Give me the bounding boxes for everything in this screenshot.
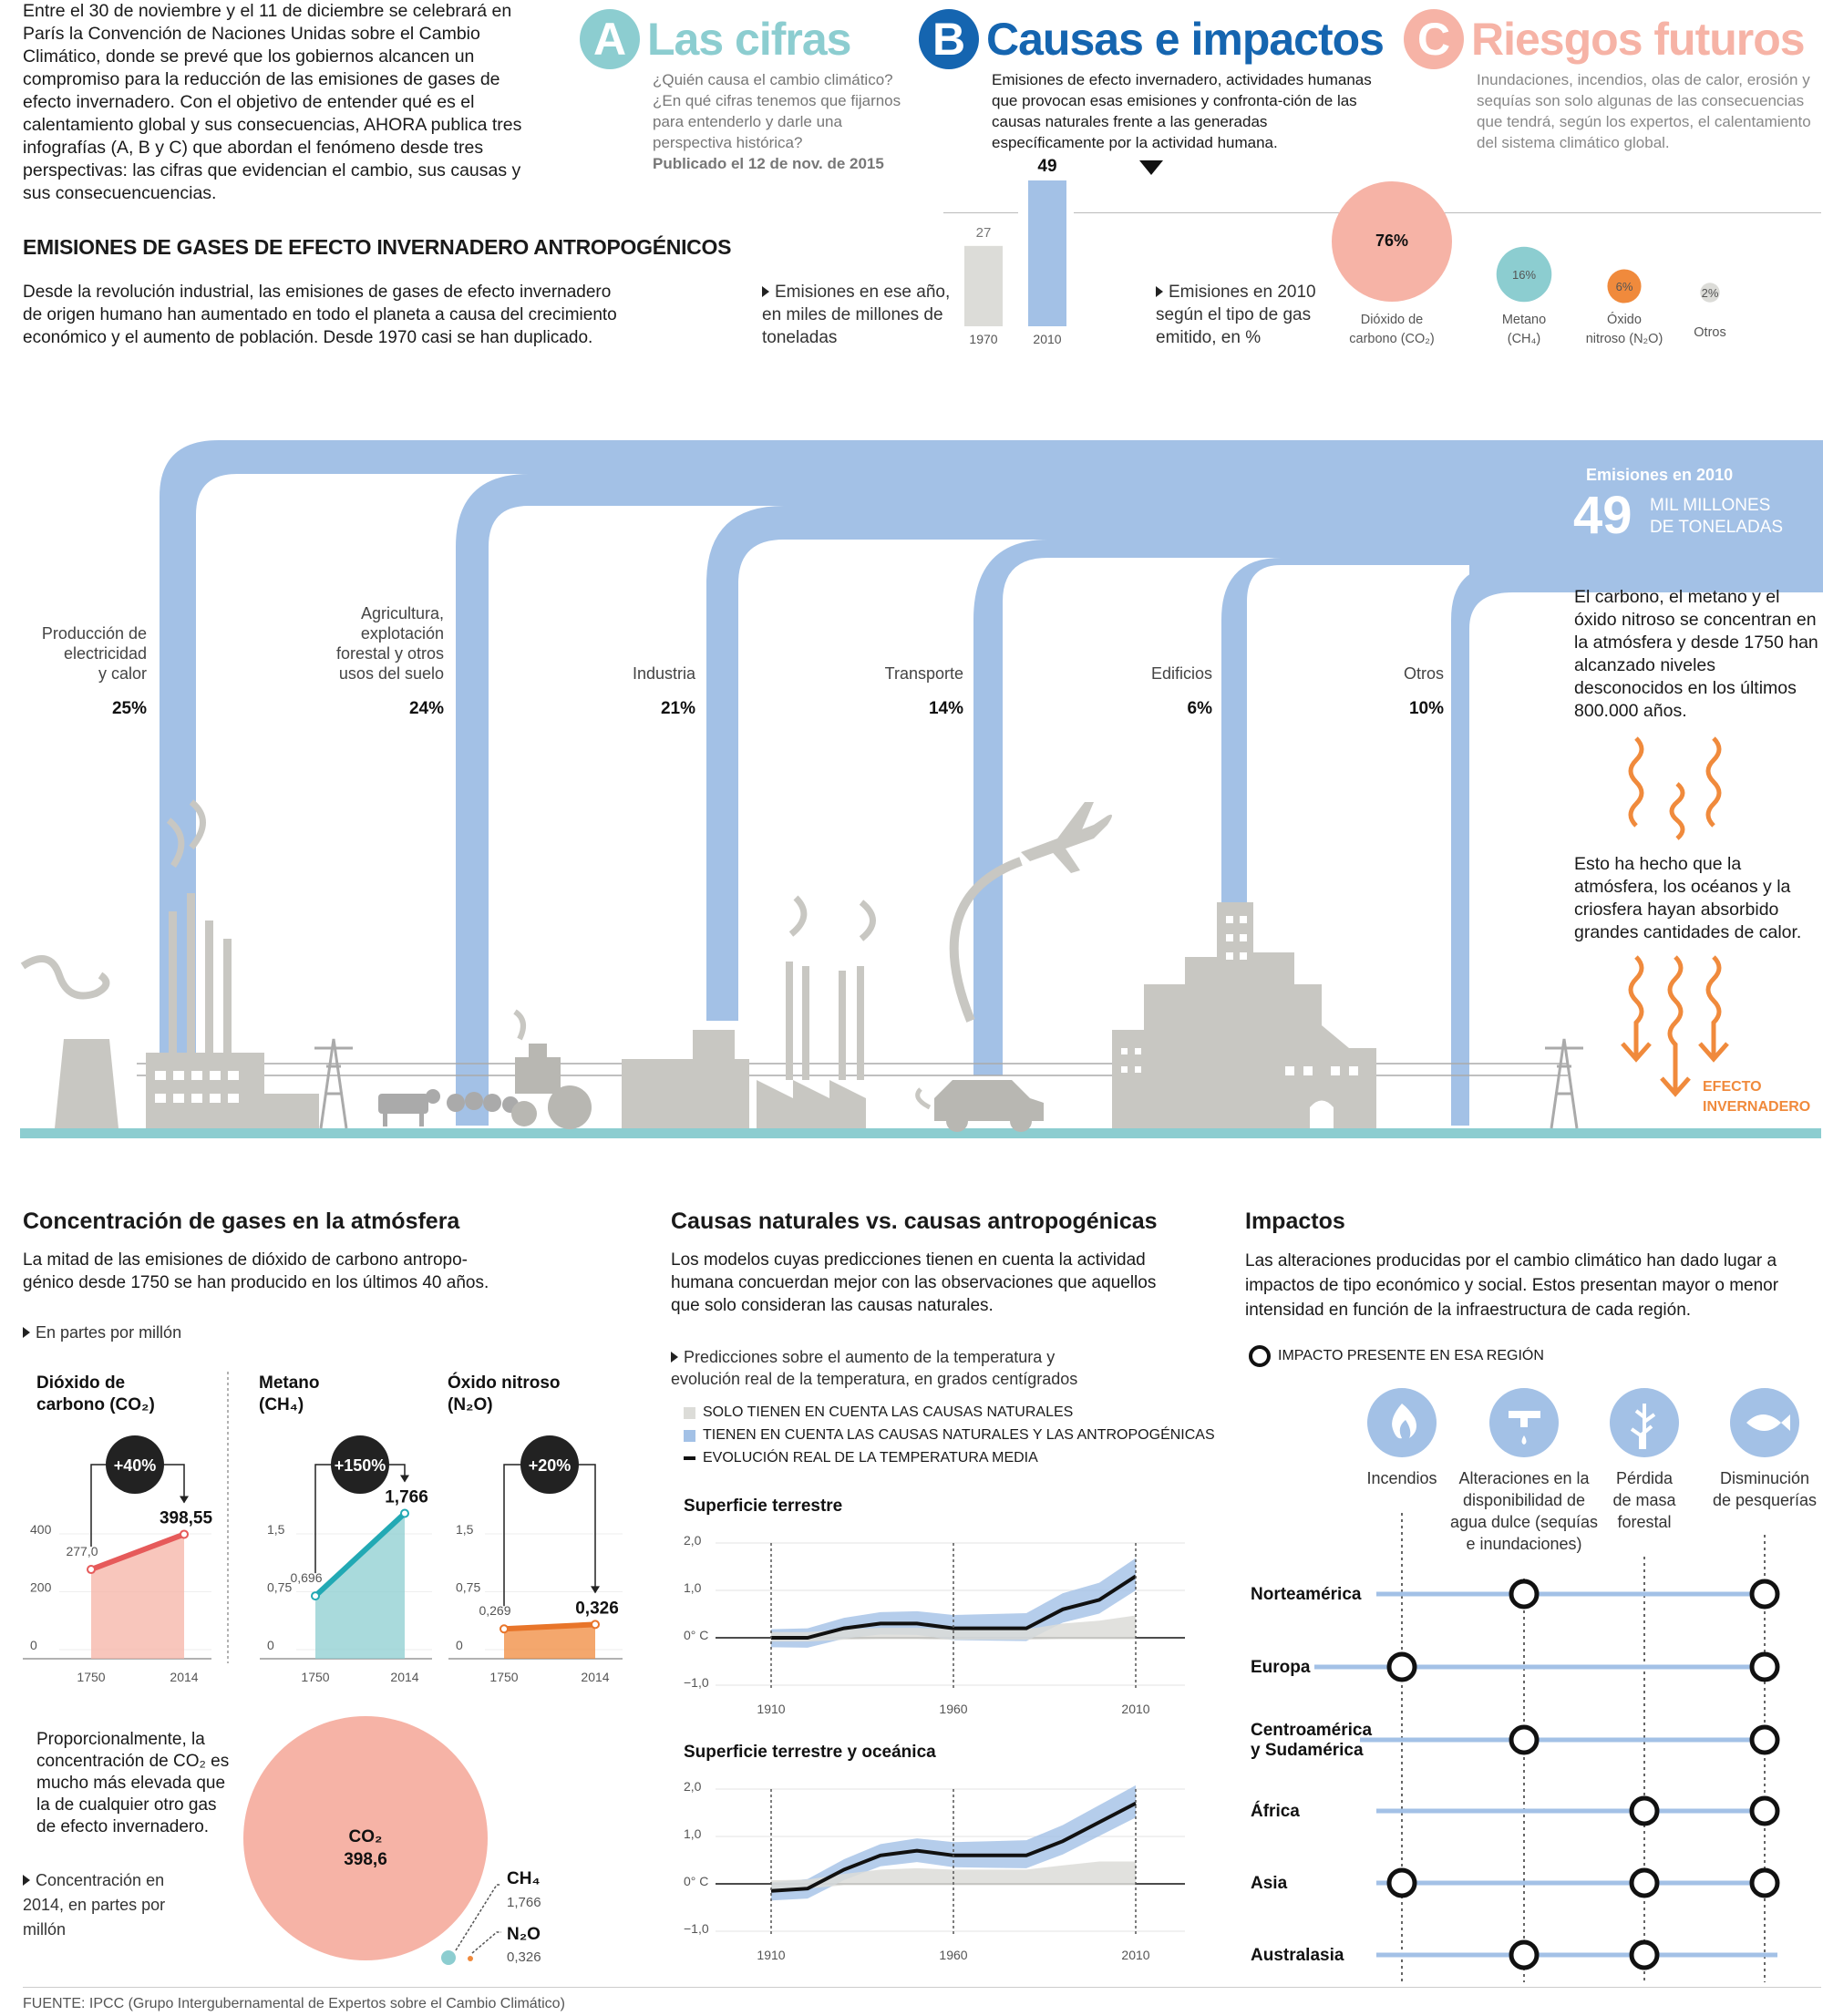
gas-point: [401, 1509, 408, 1517]
gas-point: [180, 1530, 188, 1538]
temp-chart-title: Superficie terrestre y oceánica: [684, 1743, 936, 1762]
sector-label: Edificios: [1150, 664, 1212, 683]
section-a-text: ¿Quién causa el cambio climático? ¿En qué cifras tenemos que fijarnos para entenderlo y darle una perspectiva histórica?: [653, 71, 901, 151]
year-bar-label: 1970: [969, 332, 998, 346]
gas-point: [88, 1566, 95, 1573]
impact-marker: [1752, 1727, 1777, 1753]
gas-point: [592, 1620, 599, 1628]
n2o-label: N₂O: [507, 1925, 541, 1944]
section-a-title: Las cifras: [647, 14, 851, 65]
impacts-legend: [1249, 1345, 1544, 1367]
impacts-legend-label: IMPACTO PRESENTE EN ESA REGIÓN: [1278, 1348, 1544, 1363]
y-tick-label: 200: [30, 1579, 52, 1595]
concentration-text: La mitad de las emisiones de dióxido de carbono antropo-génico desde 1750 se han producido en los últimos 40 años.: [23, 1250, 489, 1292]
impact-column-label: e inundaciones): [1466, 1535, 1582, 1553]
impact-marker: [1752, 1581, 1777, 1607]
x-tick-label: 2014: [170, 1670, 199, 1684]
emissions-2010-value: 49: [1573, 486, 1632, 545]
y-tick-label: 0° C: [684, 1628, 709, 1642]
change-arrow: [591, 1586, 600, 1593]
intro-text: Entre el 30 de noviembre y el 11 de diciembre se celebrará en París la Convención de Naciones Unidas sobre el Cambio Climático, donde se prevé que los gobiernos alcancen un compromiso para la reducción de las emisiones de gases de efecto invernadero. Con el objetivo de entender qué es el calentamiento global y sus consecuencias, AHORA publica tres infografías (A, B y C) que abordan el fenómeno desde tres perspectivas: las cifras que evidencian el cambio, sus causas y sus consecuencuencias.: [23, 1, 522, 203]
gas-start-value: 277,0: [66, 1544, 98, 1559]
sector-value: 10%: [1408, 699, 1444, 718]
legend-swatch-both: [684, 1430, 695, 1442]
ground-line: [20, 1128, 1821, 1138]
sector-value: 21%: [660, 699, 695, 718]
year-bar-value: 27: [975, 224, 992, 241]
change-arrow: [400, 1475, 409, 1482]
section-c-title: Riesgos futuros: [1471, 14, 1805, 65]
impact-column-label: Disminución: [1719, 1469, 1810, 1487]
impact-marker: [1632, 1942, 1657, 1968]
sector-value: 14%: [928, 699, 963, 718]
sector-value: 25%: [111, 699, 147, 718]
legend-natural: [684, 1404, 1073, 1421]
impact-marker: [1389, 1870, 1415, 1896]
sector-label: forestal y otros: [335, 644, 444, 663]
sector-label: electricidad: [63, 644, 147, 663]
gas-chart-title: (CH₄): [259, 1395, 304, 1414]
impact-column-label: agua dulce (sequías: [1449, 1513, 1599, 1531]
effect-label-1: EFECTO: [1703, 1079, 1762, 1095]
gas-end-value: 1,766: [385, 1487, 428, 1507]
impact-column-label: de pesquerías: [1712, 1491, 1818, 1509]
temp-chart-title: Superficie terrestre: [684, 1497, 843, 1516]
sector-value: 6%: [1187, 699, 1212, 718]
ch4-bubble: [441, 1950, 456, 1965]
section-b-title: Causas e impactos: [986, 14, 1384, 65]
y-tick-label: 1,0: [684, 1826, 702, 1841]
proportion-text: Proporcionalmente, la concentración de CO₂ es mucho más elevada que la de cualquier otro gas de efecto invernadero.: [36, 1730, 230, 1836]
x-tick-label: 1750: [489, 1670, 519, 1684]
co2-bubble-label: CO₂: [348, 1827, 383, 1846]
sector-label: usos del suelo: [338, 664, 444, 683]
ch4-label: CH₄: [507, 1869, 541, 1888]
gas-bubble-value: 2%: [1701, 286, 1719, 300]
y-tick-label: 400: [30, 1522, 52, 1537]
y-tick-label: −1,0: [684, 1921, 709, 1936]
change-badge-label: +20%: [528, 1456, 572, 1475]
impact-column-label: forestal: [1617, 1513, 1672, 1531]
gas-start-value: 0,269: [479, 1603, 511, 1619]
natural-text: Los modelos cuyas predicciones tienen en cuenta la actividad humana concuerdan mejor con las observaciones que aquellos que solo consideran las causas naturales.: [671, 1250, 1157, 1315]
region-label: Centroamérica: [1251, 1721, 1373, 1740]
car-icon: [918, 1080, 1044, 1132]
concentration-unit-note: En partes por millón: [23, 1323, 181, 1342]
impact-marker: [1752, 1870, 1777, 1896]
proportion-note: Concentración en 2014, en partes por millón: [23, 1868, 187, 1942]
natural-note: Predicciones sobre el aumento de la temperatura y evolución real de la temperatura, en grados centígrados: [671, 1346, 1090, 1390]
heat-waves-icon: [1631, 738, 1719, 838]
region-label: Norteamérica: [1251, 1585, 1362, 1604]
x-tick-label: 1910: [757, 1702, 786, 1716]
legend-natural-label: SOLO TIENEN EN CUENTA LAS CAUSAS NATURALES: [703, 1404, 1074, 1420]
y-tick-label: 2,0: [684, 1533, 702, 1548]
year-bar-label: 2010: [1033, 332, 1062, 346]
impact-ring-icon: [1249, 1345, 1271, 1367]
gas-bubble-label: Óxido: [1607, 313, 1642, 327]
year-bar: [1028, 180, 1066, 326]
sector-label: Agricultura,: [360, 604, 444, 622]
y-tick-label: 1,5: [267, 1522, 285, 1537]
impact-column-label: disponibilidad de: [1462, 1491, 1586, 1509]
factory-icon: [622, 898, 873, 1128]
impact-column-label: de masa: [1612, 1491, 1676, 1509]
ch4-value: 1,766: [507, 1895, 541, 1910]
gas-bubble-label: Dióxido de: [1360, 313, 1424, 327]
sector-label: explotación: [360, 624, 444, 643]
cow-icon: [378, 1089, 440, 1126]
y-tick-label: 0: [30, 1638, 37, 1652]
impact-column-label: Alteraciones en la: [1458, 1469, 1590, 1487]
panel-text-1: El carbono, el metano y el óxido nitroso se concentran en la atmósfera y desde 1750 han alcanzado niveles desconocidos en los últimos 800.000 años.: [1574, 587, 1818, 721]
gas-chart-title: Metano: [259, 1373, 320, 1393]
x-tick-label: 1960: [939, 1702, 968, 1716]
gas-point: [500, 1625, 508, 1632]
impact-marker: [1511, 1727, 1537, 1753]
section-c-letter: C: [1404, 9, 1464, 69]
change-arrow: [180, 1496, 189, 1503]
impact-marker: [1632, 1870, 1657, 1896]
section-a-letter: A: [580, 9, 640, 69]
x-tick-label: 1960: [939, 1948, 968, 1962]
region-label: Asia: [1251, 1874, 1288, 1893]
source-text: FUENTE: IPCC (Grupo Intergubernamental de Expertos sobre el Cambio Climático): [23, 1996, 565, 2011]
region-label: y Sudamérica: [1251, 1741, 1364, 1760]
impact-marker: [1632, 1798, 1657, 1824]
published-date: Publicado el 12 de nov. de 2015: [653, 155, 884, 172]
legend-swatch-real: [684, 1456, 695, 1460]
sector-label: Producción de: [41, 624, 147, 643]
impact-marker: [1752, 1798, 1777, 1824]
y-tick-label: 0,75: [267, 1579, 293, 1595]
sector-label: Transporte: [884, 664, 963, 683]
year-bar: [964, 246, 1003, 326]
emissions-2010-unit-1: MIL MILLONES: [1650, 496, 1771, 515]
leader-line: [472, 1932, 501, 1953]
y-tick-label: 2,0: [684, 1779, 702, 1794]
y-tick-label: 0: [456, 1638, 463, 1652]
y-tick-label: 1,5: [456, 1522, 474, 1537]
x-tick-label: 2010: [1121, 1948, 1150, 1962]
gas-bubble-label: Metano: [1501, 313, 1547, 327]
airplane-icon: [1021, 802, 1112, 873]
gas-bubble-value: 6%: [1615, 280, 1633, 293]
y-tick-label: 0,75: [456, 1579, 481, 1595]
y-tick-label: −1,0: [684, 1675, 709, 1690]
section-c-text: Inundaciones, incendios, olas de calor, erosión y sequías son solo algunas de las consecuencias que tendrá, según los expertos, el calentamiento del sistema climático global.: [1477, 71, 1811, 151]
concentration-title: Concentración de gases en la atmósfera: [23, 1209, 460, 1234]
gas-start-value: 0,696: [290, 1570, 323, 1586]
sector-label: Otros: [1403, 664, 1444, 683]
emissions-2010-title: Emisiones en 2010: [1586, 466, 1734, 484]
change-badge-label: +40%: [113, 1456, 157, 1475]
panel-text-2: Esto ha hecho que la atmósfera, los océanos y la criosfera hayan absorbido grandes cantidades de calor.: [1574, 854, 1802, 942]
gas-chart-title: (N₂O): [448, 1395, 493, 1414]
gas-bubble-label: carbono (CO₂): [1349, 332, 1435, 346]
co2-bubble-value: 398,6: [344, 1850, 387, 1869]
year-bar-value: 49: [1037, 157, 1057, 176]
emissions-2010-unit-2: DE TONELADAS: [1650, 518, 1784, 537]
region-label: África: [1251, 1802, 1300, 1821]
y-tick-label: 1,0: [684, 1580, 702, 1595]
gas-point: [312, 1592, 319, 1599]
sector-label: Industria: [632, 664, 695, 683]
impact-column-label: Pérdida: [1615, 1469, 1674, 1487]
gas-bubble-label: nitroso (N₂O): [1585, 332, 1663, 346]
region-label: Europa: [1251, 1658, 1311, 1677]
year-note: Emisiones en ese año, en miles de millones de toneladas: [762, 281, 953, 349]
gas-bubble-value: 16%: [1511, 268, 1537, 282]
x-tick-label: 2010: [1121, 1702, 1150, 1716]
sector-value: 24%: [408, 699, 444, 718]
effect-label-2: INVERNADERO: [1703, 1099, 1811, 1115]
natural-title: Causas naturales vs. causas antropogénicas: [671, 1209, 1158, 1234]
impact-marker: [1511, 1942, 1537, 1968]
impact-marker: [1389, 1654, 1415, 1680]
gas-chart-title: Óxido nitroso: [448, 1373, 561, 1393]
heat-arrows-icon: [1622, 957, 1727, 1094]
gas-chart-title: Dióxido de: [36, 1373, 126, 1393]
gas-chart-title: carbono (CO₂): [36, 1395, 155, 1414]
n2o-value: 0,326: [507, 1949, 541, 1965]
gas-bubble-label: (CH₄): [1507, 332, 1541, 346]
legend-swatch-natural: [684, 1407, 695, 1419]
x-tick-label: 1750: [77, 1670, 106, 1684]
region-label: Australasia: [1251, 1946, 1344, 1965]
footer-divider: [23, 1987, 1821, 1988]
x-tick-label: 2014: [390, 1670, 419, 1684]
section-b-text: Emisiones de efecto invernadero, actividades humanas que provocan esas emisiones y confronta-ción de las causas naturales frente a las generadas específicamente por la actividad humana.: [992, 71, 1372, 151]
gas-end-value: 398,55: [159, 1508, 213, 1528]
impacts-text: Las alteraciones producidas por el cambio climático han dado lugar a impactos de tipo económico y social. Estos presentan mayor o menor intensidad en función de la infraestructura de cada región.: [1245, 1251, 1779, 1320]
x-tick-label: 1910: [757, 1948, 786, 1962]
emissions-text: Desde la revolución industrial, las emisiones de gases de efecto invernadero de origen humano han aumentado en todo el planeta a causa del crecimiento económico y el aumento de población. Desde 1970 casi se han duplicado.: [23, 283, 617, 347]
gas-bubble-label: Otros: [1694, 325, 1726, 340]
gas-note: Emisiones en 2010 según el tipo de gas emitido, en %: [1156, 281, 1329, 349]
impacts-title: Impactos: [1245, 1209, 1345, 1234]
legend-real: [684, 1450, 1038, 1466]
impact-marker: [1752, 1654, 1777, 1680]
section-b-letter: B: [919, 9, 979, 69]
y-tick-label: 0: [267, 1638, 274, 1652]
y-tick-label: 0° C: [684, 1874, 709, 1888]
legend-real-label: EVOLUCIÓN REAL DE LA TEMPERATURA MEDIA: [703, 1450, 1038, 1466]
x-tick-label: 1750: [301, 1670, 330, 1684]
sector-label: y calor: [98, 664, 147, 683]
n2o-bubble: [468, 1956, 473, 1961]
impact-marker: [1511, 1581, 1537, 1607]
x-tick-label: 2014: [581, 1670, 610, 1684]
gas-bubble-value: 76%: [1375, 231, 1409, 250]
emissions-title: EMISIONES DE GASES DE EFECTO INVERNADERO ANTROPOGÉNICOS: [23, 235, 732, 259]
change-badge-label: +150%: [334, 1456, 386, 1475]
legend-both: [684, 1427, 1215, 1444]
legend-both-label: TIENEN EN CUENTA LAS CAUSAS NATURALES Y LAS ANTROPOGÉNICAS: [703, 1427, 1215, 1443]
gas-end-value: 0,326: [575, 1599, 619, 1619]
impact-column-label: Incendios: [1366, 1469, 1437, 1487]
tractor-icon: [511, 1012, 592, 1129]
